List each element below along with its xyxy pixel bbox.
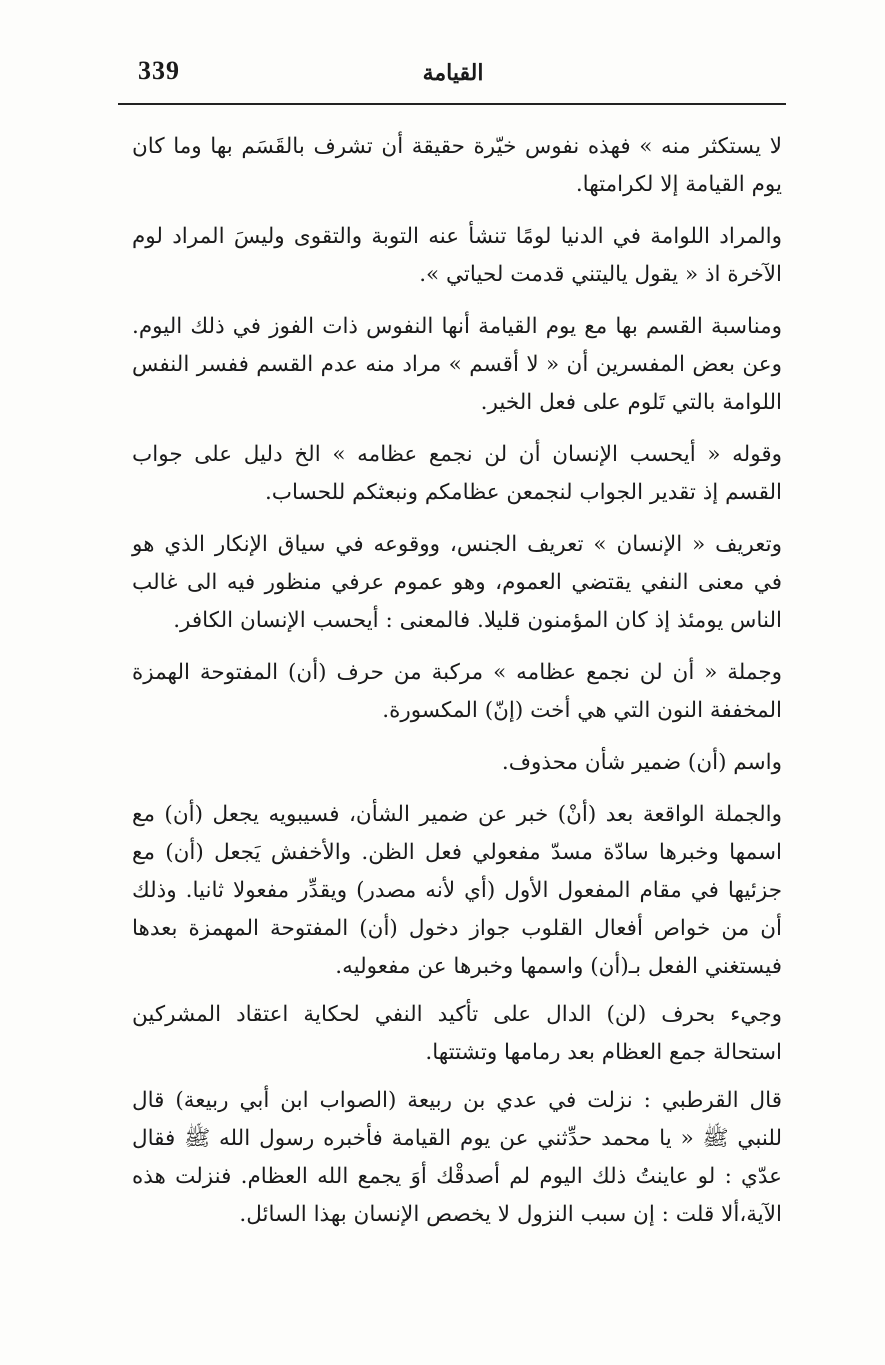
paragraph: وجيء بحرف (لن) الدال على تأكيد النفي لحكاية اعتقاد المشركين استحالة جمع العظام بعد رمامها وتشتتها. — [132, 1002, 782, 1065]
paragraph: وتعريف « الإنسان » تعريف الجنس، ووقوعه في سياق الإنكار الذي هو في معنى النفي يقتضي العموم، وهو عموم عرفي منظور فيه الى غالب الناس يومئذ إذ كان المؤمنون قليلا. فالمعنى : أيحسب الإنسان الكافر. — [132, 532, 782, 633]
paragraph: وجملة « أن لن نجمع عظامه » مركبة من حرف (أن) المفتوحة الهمزة المخففة النون التي هي أخت (إنّ) المكسورة. — [132, 660, 782, 723]
page-header — [120, 52, 786, 102]
paragraph: والمراد اللوامة في الدنيا لومًا تنشأ عنه التوبة والتقوى وليسَ المراد لوم الآخرة اذ « يقول ياليتني قدمت لحياتي ». — [132, 224, 782, 287]
running-title: القيامة — [422, 60, 484, 86]
paragraph: قال القرطبي : نزلت في عدي بن ربيعة (الصواب ابن أبي ربيعة) قال للنبي ﷺ « يا محمد حدِّثني عن يوم القيامة فأخبره رسول الله ﷺ فقال عدّي : لو عاينتُ ذلك اليوم لم أصدقْك أوَ يجمع الله العظام. فنزلت هذه الآية،ألا قلت : إن سبب النزول لا يخصص الإنسان بهذا السائل. — [132, 1088, 782, 1227]
header-rule — [118, 103, 786, 105]
paragraph: لا يستكثر منه » فهذه نفوس خيّرة حقيقة أن تشرف بالقَسَم بها وما كان يوم القيامة إلا لكرامتها. — [132, 134, 782, 197]
paragraph: والجملة الواقعة بعد (أنْ) خبر عن ضمير الشأن، فسيبويه يجعل (أن) مع اسمها وخبرها سادّة مسدّ مفعولي فعل الظن. والأخفش يَجعل (أن) مع جزئيها في مقام المفعول الأول (أي لأنه مصدر) ويقدِّر مفعولا ثانيا. وذلك أن من خواص أفعال القلوب جواز دخول (أن) المفتوحة المهمزة بعدها فيستغني الفعل بـ(أن) واسمها وخبرها عن مفعوليه. — [132, 802, 782, 979]
page-body — [132, 128, 782, 1248]
page-number: 339 — [138, 56, 180, 85]
paragraph: ومناسبة القسم بها مع يوم القيامة أنها النفوس ذات الفوز في ذلك اليوم. وعن بعض المفسرين أن « لا أقسم » مراد منه عدم القسم ففسر النفس اللوامة بالتي تَلوم على فعل الخير. — [132, 314, 782, 415]
paragraph: وقوله « أيحسب الإنسان أن لن نجمع عظامه » الخ دليل على جواب القسم إذ تقدير الجواب لنجمعن عظامكم ونبعثكم للحساب. — [132, 442, 782, 505]
paragraph: واسم (أن) ضمير شأن محذوف. — [501, 750, 782, 775]
